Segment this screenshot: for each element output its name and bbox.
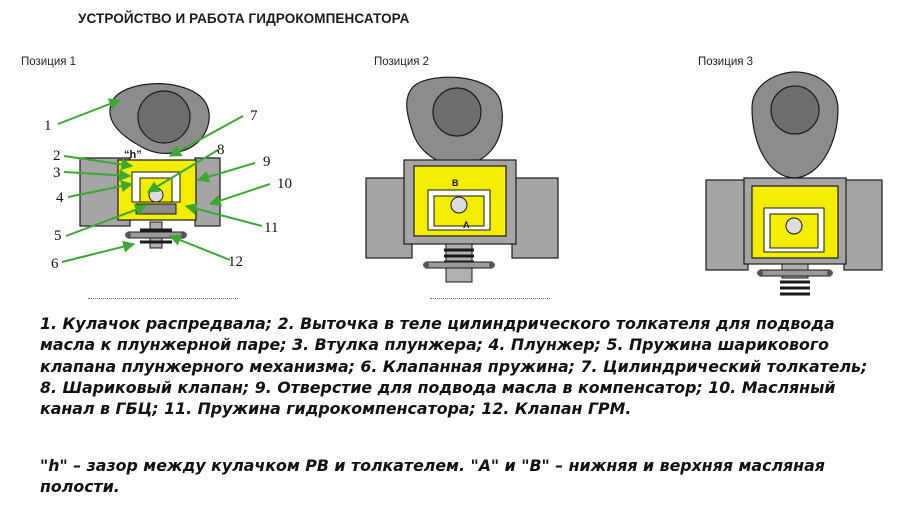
cylinder-head-left xyxy=(706,180,748,270)
position-1-label: Позиция 1 xyxy=(21,56,77,68)
ball-valve xyxy=(786,218,802,234)
camshaft-hole xyxy=(433,88,481,136)
divider xyxy=(88,298,238,300)
divider xyxy=(430,298,550,300)
note-text: "h" – зазор между кулачком РВ и толкателем. "А" и "В" – нижняя и верхняя масляная полости. xyxy=(40,456,825,497)
cylinder-head-right xyxy=(195,158,220,226)
chamber-b-label: В xyxy=(452,178,459,188)
camshaft-hole xyxy=(771,86,819,134)
figure-position-2 xyxy=(330,70,570,300)
position-3-label: Позиция 3 xyxy=(698,56,754,68)
page-title: УСТРОЙСТВО И РАБОТА ГИДРОКОМПЕНСАТОРА xyxy=(78,11,410,26)
callout-8: 8 xyxy=(217,142,225,158)
callout-12: 12 xyxy=(228,254,243,270)
figure-position-3 xyxy=(690,70,900,310)
callout-3: 3 xyxy=(53,165,61,181)
callout-1: 1 xyxy=(44,118,52,134)
ball-valve xyxy=(451,197,467,213)
camshaft-hole xyxy=(138,91,190,143)
callout-11: 11 xyxy=(264,220,279,236)
callout-4: 4 xyxy=(56,190,64,206)
callout-6: 6 xyxy=(51,256,59,272)
callout-2: 2 xyxy=(53,148,61,164)
figure-position-1 xyxy=(0,70,300,300)
cylinder-head-right xyxy=(512,178,558,258)
position-2-label: Позиция 2 xyxy=(374,56,430,68)
gap-h-label: “h” xyxy=(124,149,142,161)
callout-7: 7 xyxy=(250,108,258,124)
chamber-a-label: А xyxy=(463,220,470,230)
legend-text: 1. Кулачок распредвала; 2. Выточка в теле цилиндрического толкателя для подвода масла к плунжерной паре; 3. Втулка плунжера; 4. Плунжер; 5. Пружина шарикового клапана плунжерного механизма; 6. Клапанная пружина; 7. Цилиндрический толкатель; 8. Шариковый клапан; 9. Отверстие для подвода масла в компенсатор; 10. Масляный канал в ГБЦ; 11. Пружина гидрокомпенсатора; 12. Клапан ГРМ. xyxy=(40,314,868,419)
callout-9: 9 xyxy=(263,154,271,170)
cylinder-head-right xyxy=(844,180,882,270)
callout-5: 5 xyxy=(54,228,62,244)
callout-10: 10 xyxy=(277,176,292,192)
